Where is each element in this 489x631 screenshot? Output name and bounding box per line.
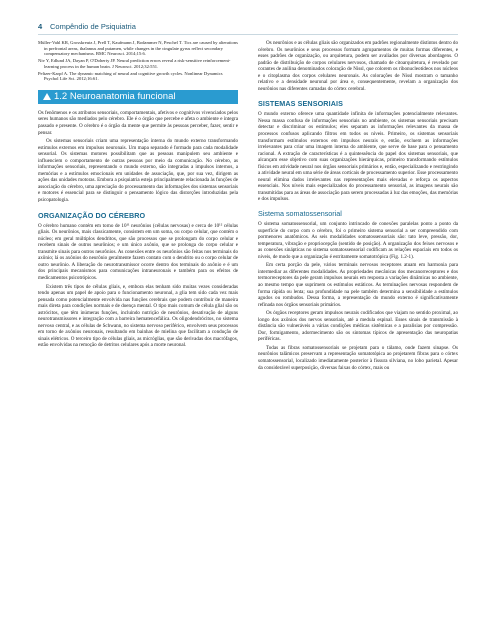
reference-list (38, 40, 238, 82)
reference-item: Niv Y, Edlund JA, Dayan P, O'Doherty JP. Neural prediction errors reveal a risk-sensitive reinforcement-learning process in the human brain. J Neurosci. 2012;32:551. (38, 58, 231, 69)
page-number: 4 (38, 22, 43, 31)
body-paragraph: Os neurônios e as células gliais são organizados em padrões regionalmente distintos dentro do cérebro. Os neurônios e seus processos formam agrupamentos de muitas formas diferentes, e esses padrões de organização, ou arquitetura, podem ser avaliados por diversas abordagens. O padrão de distribuição de corpos celulares nervosos, chamado de citoarquitetura, é revelado por corantes de anilina denominados coloração de Nissl, que colorem os ribonucleotídeos nos núcleos e o citoplasma dos corpos celulares neuronais. As colorações de Nissl mostram o tamanho relativo e a densidade neuronal por área e, consequentemente, revelam a organização dos neurônios nas diferentes camadas do córtex cerebral. (258, 40, 458, 92)
sub-subsection-heading: Sistema somatossensorial (258, 209, 342, 219)
running-header (38, 22, 458, 34)
left-column (38, 40, 238, 351)
body-paragraph: Existem três tipos de células gliais, e, embora elas tenham sido muitas vezes consideradas tendo apenas um papel de apoio para o funcionamento neuronal, a glia tem sido cada vez mais pensada como potencialmente envolvida nas funções cerebrais que podem contribuir de maneira mais direta para condições normais e de doença mental. O tipo mais comum de célula glial são os astrócitos, que têm inúmeras funções, incluindo nutrição de neurônios, desativação de alguns neurotransmissores e integração com a barreira hematencefálica. Os oligodendrócitos, no sistema nervoso central, e as células de Schwann, no sistema nervoso periférico, envolvem seus processos em torno de axônios neuronais, resultando em bainhas de mielina que facilitam a condução de sinais elétricos. O terceiro tipo de células gliais, as micróglias, que são derivadas dos macrófagos, estão envolvidas na remoção de detritos celulares após a morte neuronal. (38, 283, 238, 349)
subsection-heading: ORGANIZAÇÃO DO CÉREBRO (38, 210, 146, 220)
section-title-band (38, 90, 238, 104)
right-column (258, 40, 458, 373)
section-title: 1.2 Neuroanatomia funcional (54, 90, 176, 102)
body-paragraph: Os fenômenos e os atributos sensoriais, comportamentais, afetivos e cognitivos vivenciados pelos seres humanos são mediados pelo cérebro. Ele é o órgão que percebe e afeta o ambiente e integra passado e presente. O cérebro é o órgão da mente que permite às pessoas perceber, fazer, sentir e pensar. (38, 109, 238, 136)
body-paragraph: Todas as fibras somatossensoriais se projetam para o tálamo, onde fazem sinapse. Os neurônios talâmicos preservam a representação somatotópica ao projetarem fibras para o córtex somatossensorial, localizado imediatamente posterior à fissura silviana, no lobo parietal. Apesar da considerável superposição, diversas faixas do córtex, mais ou (258, 344, 458, 371)
body-paragraph: Os sistemas sensoriais criam uma representação interna do mundo externo transformando estímulos externos em impulsos neuronais. Um mapa separado é formado para cada modalidade sensorial. Os sistemas motores possibilitam que as pessoas manipulem seu ambiente e influenciem o comportamento de outras pessoas por meio da comunicação. No cérebro, as informações sensoriais, representando o mundo externo, são integradas a impulsos internos, a memórias e a estímulos emocionais em unidades de associação, que, por sua vez, dirigem as ações das unidades motoras. Embora a psiquiatria esteja principalmente relacionada às funções de associação do cérebro, uma apreciação do processamento das informações dos sistemas sensoriais e motores é essencial para se distinguir o pensamento lógico das distorções introduzidas pela psicopatologia. (38, 138, 238, 204)
body-paragraph: Os órgãos receptores geram impulsos neurais codificados que viajam no sentido proximal, ao longo dos axônios dos nervos sensoriais, até a medula espinal. Esses sinais de transmissão à distância são vulneráveis a várias condições médicas sistêmicas e a paralisias por compressão. Dor, formigamento, adormecimento são os sintomas típicos de apresentação das neuropatias periféricas. (258, 310, 458, 343)
body-paragraph: O cérebro humano contém em torno de 10¹¹ neurônios (células nervosas) e cerca de 10¹² células gliais. Os neurônios, mais classicamente, consistem em um soma, ou corpo celular, que contém o núcleo; em geral múltiplos dendritos, que são processos que se prolongam do corpo celular e recebem sinais de outros neurônios; e um único axônio, que se prolonga do corpo celular e transmite sinais para outros neurônios. As conexões entre os neurônios são feitas nos terminais do axônio; lá os axônios do neurônio geralmente fazem contato com o dendrito ou o corpo celular de outro neurônio. A liberação do neurotransmissor ocorre dentro dos terminais do axônio e é um dos principais mecanismos para comunicações intraneuronais e também para os efeitos de medicamentos psicotrópicos. (38, 222, 238, 281)
body-paragraph: Em certa porção da pele, vários terminais nervosos receptores atuam em harmonia para intermediar as diferentes modalidades. As propriedades mecânicas dos mecanorreceptores e dos termorreceptores da pele geram impulsos neurais em resposta a variações dinâmicas no ambiente, ao mesmo tempo que suprimem os estímulos estáticos. As terminações nervosas respondem de forma rápida ou lenta; sua profundidade na pele também determina a sensibilidade a estímulos agudos ou rombudos. Dessa forma, a representação do mundo externo é significativamente refinada nos órgãos sensoriais primários. (258, 262, 458, 308)
header-rule (38, 34, 458, 35)
triangle-icon (43, 93, 51, 100)
body-paragraph: O mundo externo oferece uma quantidade infinita de informações potencialmente relevantes. Nessa massa confusa de informações sensoriais no ambiente, os sistemas sensoriais precisam detectar e discriminar os estímulos; eles separam as informações relevantes da massa de processos confusos aplicando filtros em todos os níveis. Primeiro, os sistemas sensoriais transformam estímulos externos em impulsos neurais e, então, excluem as informações irrelevantes para criar uma imagem interna do ambiente, que serve de base para o pensamento racional. A extração de características é a quintessência do papel dos sistemas sensoriais, que alcançam esse objetivo com suas organizações hierárquicas, primeiro transformando estímulos físicos em atividade neural nos órgãos sensoriais primários e, então, especializando e restringindo a atividade neural em uma série de áreas corticais de processamento superior. Esse processamento neural elimina dados irrelevantes nas representações mais elevadas e reforça os aspectos essenciais. Nos níveis mais especializados do processamento sensorial, as imagens neurais são transmitidas para as áreas de associação para serem processadas à luz das emoções, das memórias e dos impulsos. (258, 111, 458, 203)
body-paragraph: O sistema somatossensorial, um conjunto intrincado de conexões paralelas ponto a ponto da superfície do corpo com o cérebro, foi o primeiro sistema sensorial a ser compreendido com pormenores anatômicos. As seis modalidades somatossensoriais são: tato leve, pressão, dor, temperatura, vibração e propriocepção (sentido de posição). A organização dos feixes nervosos e as conexões sinápticas no sistema somatossensorial codificam as relações espaciais em todos os níveis, de modo que a organização é estritamente somatotrópica (Fig. 1.2-1). (258, 221, 458, 260)
reference-item: Peltzer-Karpf A. The dynamic matching of neural and cognitive growth cycles. Nonlinear Dynamics Psychol Life Sci. 2012;16:61. (38, 70, 223, 82)
subsection-heading: SISTEMAS SENSORIAIS (258, 99, 343, 109)
reference-item: Müller-Vahl KR, Grosskreutz J, Prell T, Kaufmann J, Bodammer N, Peschel T. Tics are caused by alterations in prefrontal areas, thalamus and putamen, while changes in the cingulate gyrus reflect secondary compensatory mechanisms. BMC Neurosci. 2014;15:6. (38, 40, 238, 57)
running-title: Compêndio de Psiquiatria (50, 22, 136, 31)
